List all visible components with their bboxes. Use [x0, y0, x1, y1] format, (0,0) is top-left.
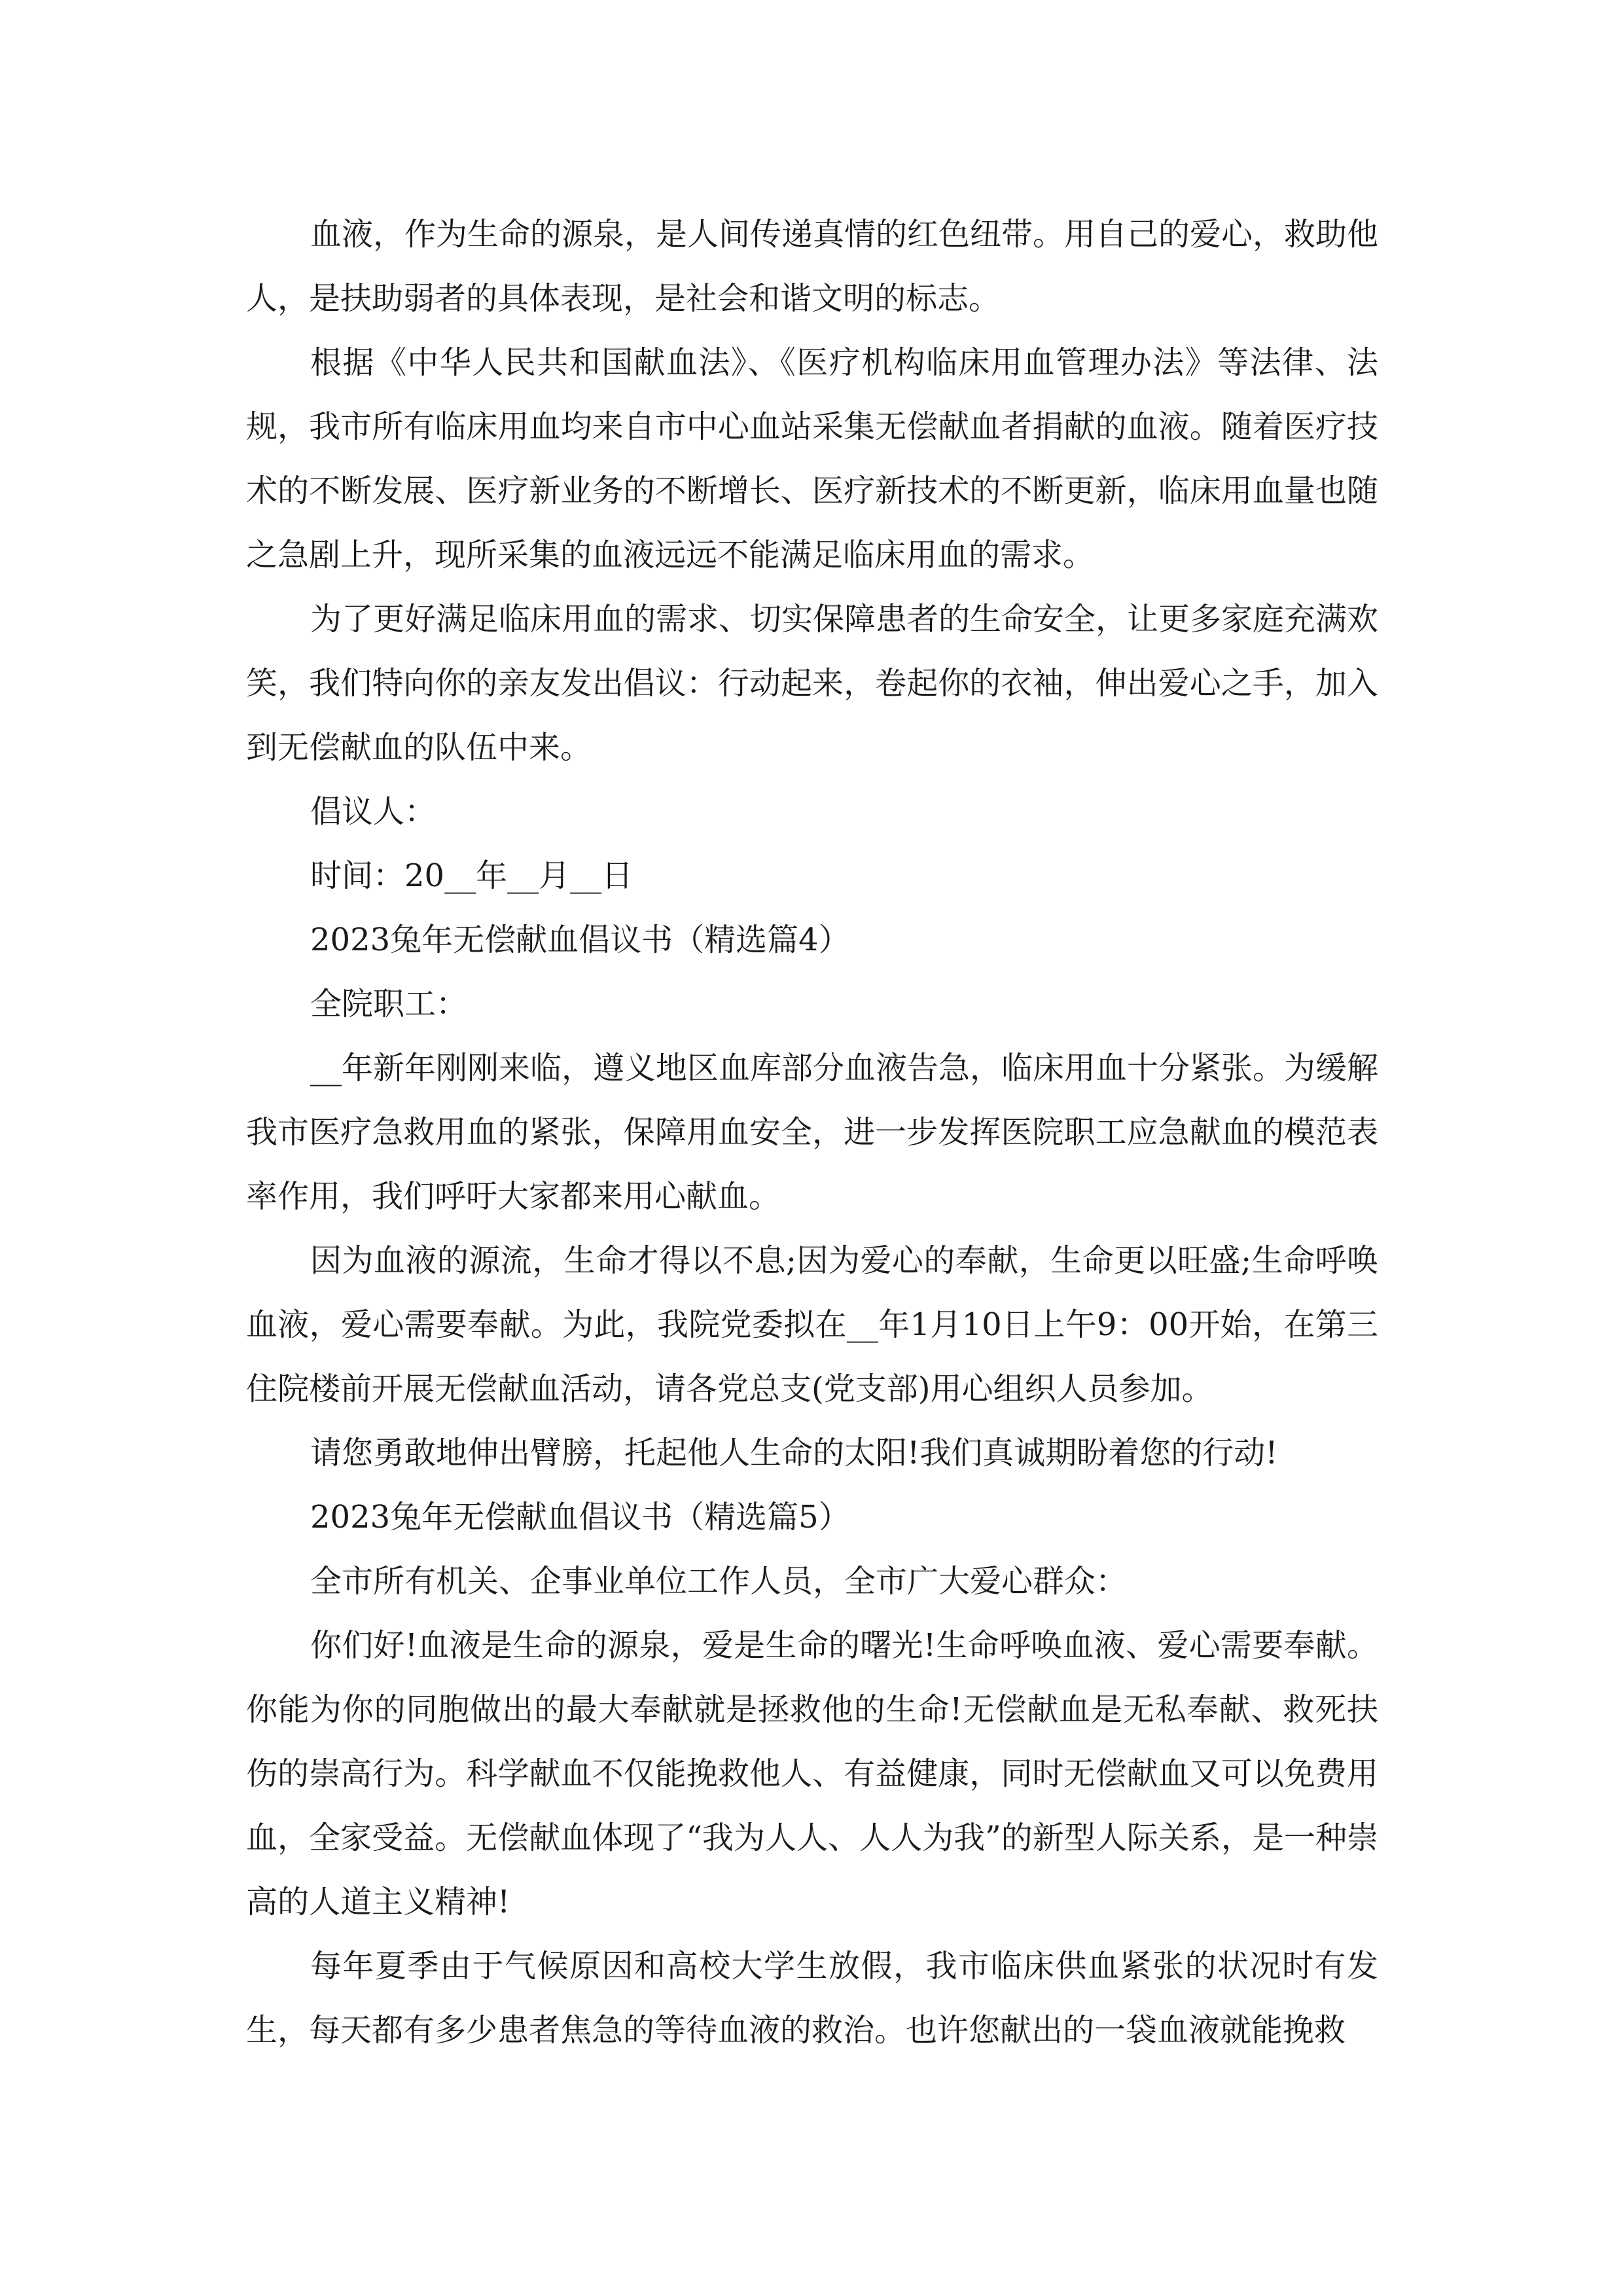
paragraph-greeting: 你们好!血液是生命的源泉，爱是生命的曙光!生命呼唤血液、爱心需要奉献。你能为你的同胞做出的最大奉献就是拯救他的生命!无偿献血是无私奉献、救死扶伤的崇高行为。科学献血不仅能挽救他人、有益健康，同时无偿献血又可以免费用血，全家受益。无偿献血体现了“我为人人、人人为我”的新型人际关系，是一种崇高的人道主义精神! — [246, 1627, 1378, 1920]
paragraph-summer-shortage: 每年夏季由于气候原因和高校大学生放假，我市临床供血紧张的状况时有发生，每天都有多少患者焦急的等待血液的救治。也许您献出的一袋血液就能挽救 — [246, 1948, 1378, 2049]
paragraph-blood-intro: 血液，作为生命的源泉，是人间传递真情的红色纽带。用自己的爱心，救助他人，是扶助弱者的具体表现，是社会和谐文明的标志。 — [246, 216, 1379, 317]
salutation-citizens: 全市所有机关、企事业单位工作人员，全市广大爱心群众： — [310, 1563, 1128, 1600]
document-body — [246, 202, 1378, 2062]
section-heading-4: 2023兔年无偿献血倡议书（精选篇4） — [310, 922, 850, 958]
section-heading-5: 2023兔年无偿献血倡议书（精选篇5） — [310, 1499, 850, 1535]
paragraph-appeal: 请您勇敢地伸出臂膀，托起他人生命的太阳!我们真诚期盼着您的行动! — [310, 1435, 1278, 1471]
initiator-line: 倡议人： — [310, 793, 437, 830]
date-line: 时间：20__年__月__日 — [310, 857, 633, 894]
paragraph-call-to-action: 为了更好满足临床用血的需求、切实保障患者的生命安全，让更多家庭充满欢笑，我们特向你的亲友发出倡议：行动起来，卷起你的衣袖，伸出爱心之手，加入到无偿献血的队伍中来。 — [246, 601, 1379, 766]
paragraph-legal-basis: 根据《中华人民共和国献血法》、《医疗机构临床用血管理办法》等法律、法规，我市所有临床用血均来自市中心血站采集无偿献血者捐献的血液。随着医疗技术的不断发展、医疗新业务的不断增长、医疗新技术的不断更新，临床用血量也随之急剧上升，现所采集的血液远远不能满足临床用血的需求。 — [246, 344, 1378, 573]
paragraph-blood-shortage: __年新年刚刚来临，遵义地区血库部分血液告急，临床用血十分紧张。为缓解我市医疗急救用血的紧张，保障用血安全，进一步发挥医院职工应急献血的模范表率作用，我们呼吁大家都来用心献血。 — [246, 1050, 1379, 1215]
salutation-staff: 全院职工： — [310, 986, 468, 1022]
paragraph-event-announcement: 因为血液的源流，生命才得以不息;因为爱心的奉献，生命更以旺盛;生命呼唤血液，爱心需要奉献。为此，我院党委拟在__年1月10日上午9：00开始，在第三住院楼前开展无偿献血活动，请各党总支(党支部)用心组织人员参加。 — [246, 1242, 1378, 1407]
